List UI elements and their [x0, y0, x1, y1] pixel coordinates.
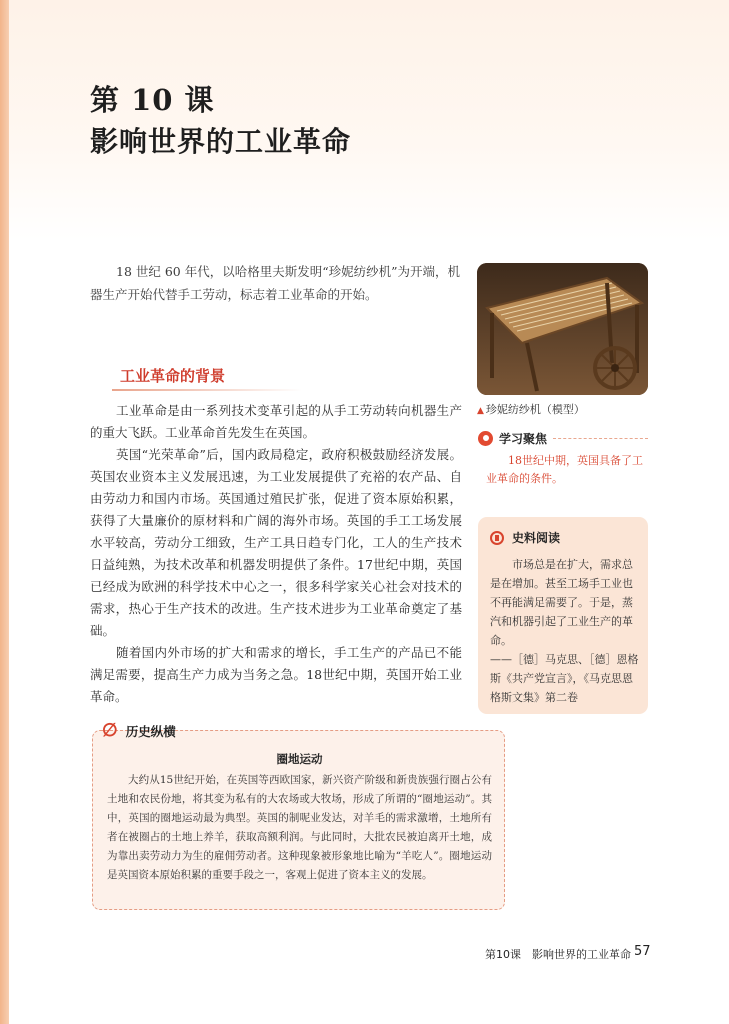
section-underline	[112, 389, 302, 391]
page-number: 57	[634, 944, 651, 959]
left-edge-bar	[0, 0, 9, 1024]
source-reading-box	[478, 517, 648, 714]
history-panorama-header	[102, 720, 176, 741]
source-citation: ——［德］马克思、［德］恩格斯《共产党宣言》，《马克思恩格斯文集》第二卷	[490, 653, 639, 704]
history-panorama-box	[92, 730, 505, 910]
focus-label: 学习聚焦	[499, 431, 548, 446]
figure-caption-text: 珍妮纺纱机（模型）	[485, 403, 585, 416]
triangle-icon: ▲	[477, 406, 484, 416]
history-text: 大约从15世纪开始，在英国等西欧国家，新兴资产阶级和新贵族强行圈占公有土地和农民份地，将其变为私有的大农场或大牧场，形成了所谓的“圈地运动”。其中，英国的圈地运动最为典型。英国的制呢业发达，对羊毛的需求激增，土地所有者在被圈占的土地上养羊，获取高额利润。与此同时，大批农民被迫离开土地，成为靠出卖劳动力为生的雇佣劳动者。这种现象被形象地比喻为“羊吃人”。圈地运动是英国资本原始积累的重要手段之一，客观上促进了资本主义的发展。	[107, 774, 492, 881]
lesson-title: 影响世界的工业革命	[90, 125, 352, 158]
body-paragraph: 随着国内外市场的扩大和需求的增长，手工生产的产品已不能满足需要，提高生产力成为当务之急。18世纪中期，英国开始工业革命。	[90, 645, 462, 704]
footer-chapter: 第10课 影响世界的工业革命	[485, 948, 631, 961]
intro-paragraph: 18 世纪 60 年代，以哈格里夫斯发明“珍妮纺纱机”为开端，机器生产开始代替手工劳动，标志着工业革命的开始。	[90, 264, 461, 302]
spinning-jenny-illustration	[477, 263, 648, 395]
history-label: 历史纵横	[125, 723, 176, 739]
body-paragraph: 英国“光荣革命”后，国内政局稳定，政府积极鼓励经济发展。英国农业资本主义发展迅速，为工业发展提供了充裕的农产品、自由劳动力和国内市场。英国通过殖民扩张，促进了资本原始积累，获得了大量廉价的原材料和广阔的海外市场。英国的手工工场发展水平较高，劳动分工细致，生产工具日趋专门化，工人的生产技术日益纯熟，为技术改革和机器发明提供了条件。17世纪中期，英国已经成为欧洲的科学技术中心之一，很多科学家关心社会对技术的需求，热心于生产技术的改进。生产技术进步为工业革命奠定了基础。	[90, 447, 462, 638]
source-reading-text	[490, 555, 640, 707]
focus-target-icon	[478, 431, 493, 446]
book-icon	[490, 531, 504, 545]
focus-divider	[553, 438, 648, 439]
spinning-jenny-image	[477, 263, 648, 395]
source-reading-label: 史料阅读	[512, 531, 561, 545]
section-heading: 工业革命的背景	[120, 367, 226, 385]
history-swirl-icon: ∅	[102, 720, 118, 741]
figure-caption	[477, 401, 585, 417]
lesson-number: 第 10 课	[90, 83, 215, 117]
source-quote: 市场总是在扩大，需求总是在增加。甚至工场手工业也不再能满足需要了。于是，蒸汽和机器引起了工业生产的革命。	[490, 558, 633, 647]
focus-text: 18世纪中期，英国具备了工业革命的条件。	[486, 454, 643, 485]
section-body	[90, 400, 462, 708]
history-title: 圈地运动	[276, 752, 323, 766]
body-paragraph: 工业革命是由一系列技术变革引起的从手工劳动转向机器生产的重大飞跃。工业革命首先发生在英国。	[90, 403, 462, 440]
source-reading-header	[490, 529, 560, 546]
learning-focus-header	[478, 429, 648, 447]
